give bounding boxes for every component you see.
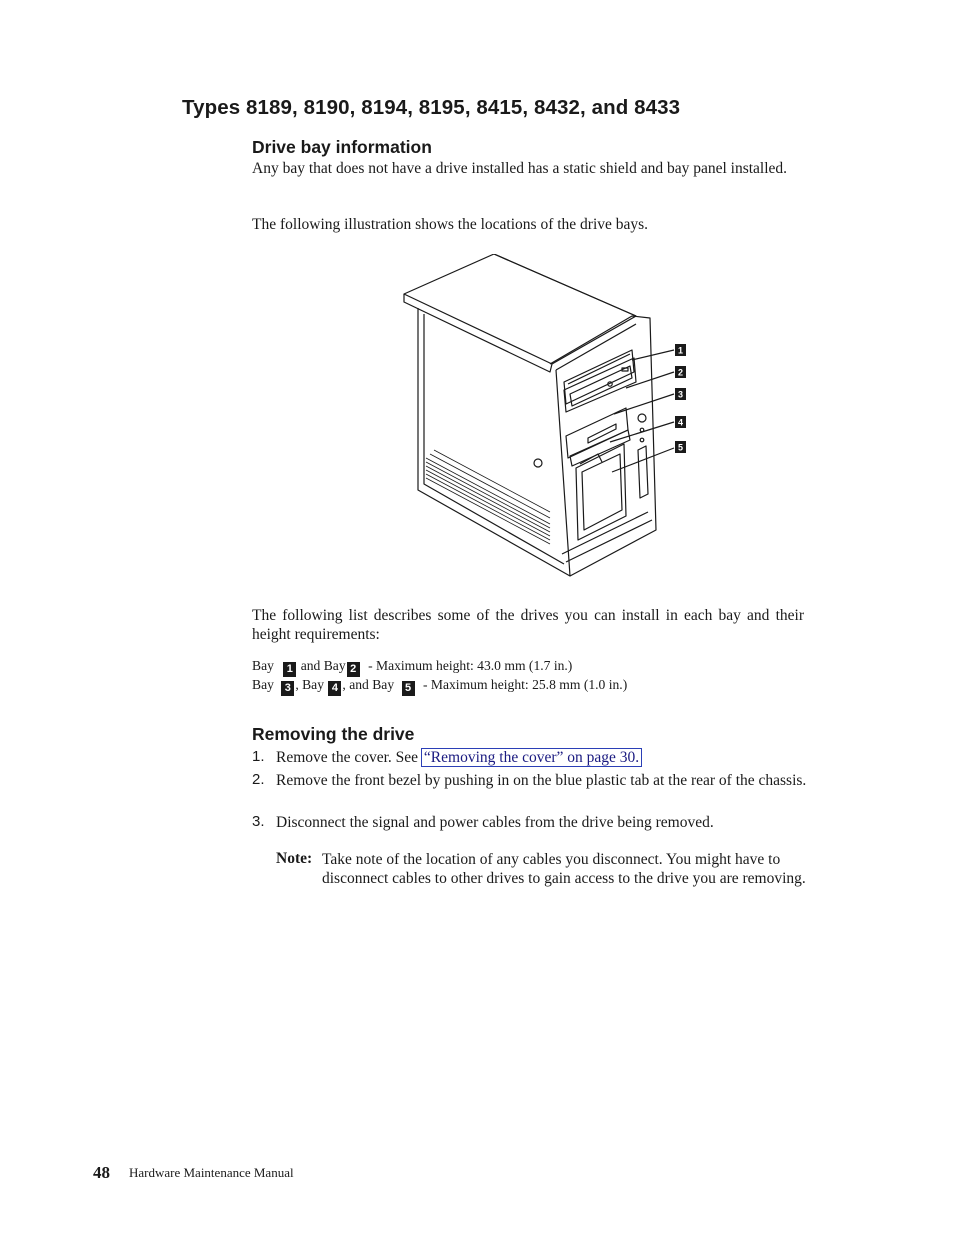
bay-line-2-height: - Maximum height: 25.8 mm (1.0 in.) (422, 677, 628, 692)
callout-2: 2 (677, 367, 684, 378)
note-text: Take note of the location of any cables you disconnect. You might have to disconnect cables to other drives to gain access to the drive you are removing. (322, 851, 806, 887)
paragraph-illustration-intro: The following illustration shows the locations of the drive bays. (252, 216, 649, 233)
step-3-number: 3. (252, 813, 265, 830)
step-2-text: Remove the front bezel by pushing in on the blue plastic tab at the rear of the chassis. (276, 772, 807, 789)
bay-badge-2: 2 (347, 662, 360, 677)
bay-line-1-word: Bay (252, 658, 274, 673)
bay-line-2-and: , and Bay (342, 677, 395, 692)
bay-badge-3: 3 (281, 681, 294, 696)
step-1-number: 1. (252, 748, 265, 765)
callout-1: 1 (677, 345, 684, 356)
bay-line-1-height: - Maximum height: 43.0 mm (1.7 in.) (368, 658, 573, 673)
paragraph-static-shield: Any bay that does not have a drive installed has a static shield and bay panel installed. (252, 160, 788, 177)
paragraph-drive-list-intro: The following list describes some of the drives you can install in each bay and their height requirements: (252, 607, 804, 643)
page-title: Types 8189, 8190, 8194, 8195, 8415, 8432, and 8433 (182, 96, 681, 119)
callout-5: 5 (677, 442, 684, 453)
page-number: 48 (93, 1163, 110, 1182)
bay-line-1-and: and Bay (300, 658, 346, 673)
bay-badge-5: 5 (402, 681, 415, 696)
callout-3: 3 (677, 389, 684, 400)
bay-line-2 (252, 675, 627, 696)
bay-badge-1: 1 (283, 662, 296, 677)
section-heading-removing: Removing the drive (252, 724, 415, 744)
bay-line-1 (252, 656, 572, 677)
step-1-text (276, 748, 828, 767)
bay-line-2-word: Bay (252, 677, 274, 692)
step-2-number: 2. (252, 771, 265, 788)
removing-cover-link[interactable]: “Removing the cover” on page 30. (423, 749, 640, 766)
callout-4: 4 (677, 417, 684, 428)
footer-manual-title: Hardware Maintenance Manual (129, 1165, 294, 1180)
step-1-body: Remove the cover. See (276, 749, 419, 766)
bay-line-2-bay: , Bay (295, 677, 325, 692)
bay-badge-4: 4 (328, 681, 341, 696)
step-3-text: Disconnect the signal and power cables from the drive being removed. (276, 814, 714, 831)
note-label: Note: (276, 850, 313, 867)
section-heading-drive-bay: Drive bay information (252, 137, 432, 157)
drive-bay-illustration (400, 254, 700, 580)
